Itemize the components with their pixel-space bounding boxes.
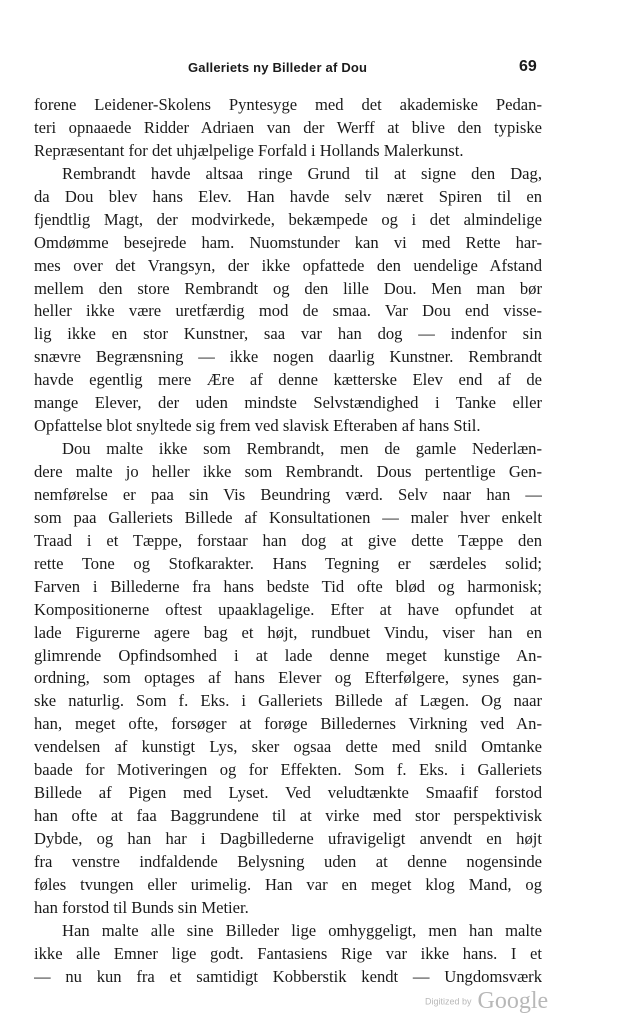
text-line: mes over det Vrangsyn, der ikke opfattede den uendelige Afstand	[34, 255, 542, 275]
text-line: ikke alle Emner lige godt. Fantasiens Rige var ikke hans. I et	[34, 943, 542, 963]
text-line: dere malte jo heller ikke som Rembrandt. Dous pertentlige Gen-	[34, 462, 542, 481]
google-logo: Google	[477, 988, 549, 1014]
body-text	[34, 94, 542, 989]
text-line: Repræsentant for det uhjælpelige Forfald i Hollands Malerkunst.	[34, 140, 464, 160]
text-line: lig ikke en stor Kunstner, saa var han dog — indenfor sin	[34, 324, 542, 344]
running-title: Galleriets ny Billeder af Dou	[188, 60, 368, 75]
text-line: Omdømme besejrede ham. Nuomstunder kan vi med Rette har-	[34, 232, 542, 252]
text-line: fjendtlig Magt, der modvirkede, bekæmpede og i det almindelige	[34, 209, 542, 229]
text-line: Traad i et Tæppe, forstaar han dog at give dette Tæppe den	[34, 530, 542, 550]
text-line: — nu kun fra et samtidigt Kobberstik kendt — Ungdomsværk	[34, 966, 542, 986]
text-line: som paa Galleriets Billede af Konsultationen — maler hver enkelt	[34, 507, 542, 527]
text-line: fra venstre indfaldende Belysning uden at denne nogensinde	[34, 851, 542, 871]
text-line: teri opnaaede Ridder Adriaen van der Werff at blive den typiske	[34, 117, 542, 137]
running-head	[0, 58, 632, 80]
text-line: Dou malte ikke som Rembrandt, men de gamle Nederlæn-	[62, 439, 542, 459]
text-line: forene Leidener-Skolens Pyntesyge med det akademiske Pedan-	[34, 95, 542, 114]
text-line: Dybde, og han har i Dagbillederne ufravigeligt anvendt en højt	[34, 829, 542, 848]
page-number: 69	[519, 58, 537, 75]
text-line: ordning, som optages af hans Elever og Efterfølgere, synes gan-	[34, 668, 542, 688]
text-line: da Dou blev hans Elev. Han havde selv næret Spiren til en	[34, 186, 542, 206]
text-line: vendelsen af kunstigt Lys, sker ogsaa dette med snild Omtanke	[34, 737, 542, 757]
text-line: heller ikke være uretfærdig mod de smaa. Var Dou end visse-	[34, 301, 542, 321]
text-line: snævre Begrænsning — ikke nogen daarlig Kunstner. Rembrandt	[34, 347, 542, 367]
text-line: Han malte alle sine Billeder lige omhyggeligt, men han malte	[62, 920, 542, 940]
text-line: han ofte at faa Baggrundene til at virke med stor perspektivisk	[34, 806, 542, 826]
text-line: baade for Motiveringen og for Effekten. Som f. Eks. i Galleriets	[34, 760, 542, 780]
text-line: føles tvungen eller urimelig. Han var en meget klog Mand, og	[34, 874, 542, 894]
text-line: glimrende Opfindsomhed i at lade denne meget kunstige An-	[34, 645, 542, 665]
text-line: Billede af Pigen med Lyset. Ved veludtænkte Smaafif forstod	[34, 783, 542, 803]
text-line: mange Elever, der uden mindste Selvstændighed i Tanke eller	[34, 393, 542, 413]
text-line: Opfattelse blot snyltede sig frem ved slavisk Efteraben af hans Stil.	[34, 416, 481, 436]
digitized-watermark	[425, 988, 548, 1015]
text-line: Farven i Billederne fra hans bedste Tid ofte blød og harmonisk;	[34, 576, 542, 596]
text-line: han forstod til Bunds sin Metier.	[34, 897, 249, 917]
text-line: Kompositionerne oftest upaaklagelige. Efter at have opfundet at	[34, 599, 542, 619]
text-line: han, meget ofte, forsøger at forøge Billedernes Virkning ved An-	[34, 714, 542, 734]
text-line: Rembrandt havde altsaa ringe Grund til at signe den Dag,	[62, 163, 542, 183]
text-line: rette Tone og Stofkarakter. Hans Tegning er særdeles solid;	[34, 553, 542, 573]
watermark-prefix: Digitized by	[425, 996, 472, 1007]
text-line: mellem den store Rembrandt og den lille Dou. Men man bør	[34, 278, 542, 298]
text-line: havde egentlig mere Ære af denne kætterske Elev end af de	[34, 370, 542, 390]
text-line: nemførelse er paa sin Vis Beundring værd. Selv naar han —	[34, 484, 542, 504]
text-line: lade Figurerne agere bag et højt, rundbuet Vindu, viser han en	[34, 622, 542, 642]
text-line: ske naturlig. Som f. Eks. i Galleriets Billede af Lægen. Og naar	[34, 691, 542, 711]
